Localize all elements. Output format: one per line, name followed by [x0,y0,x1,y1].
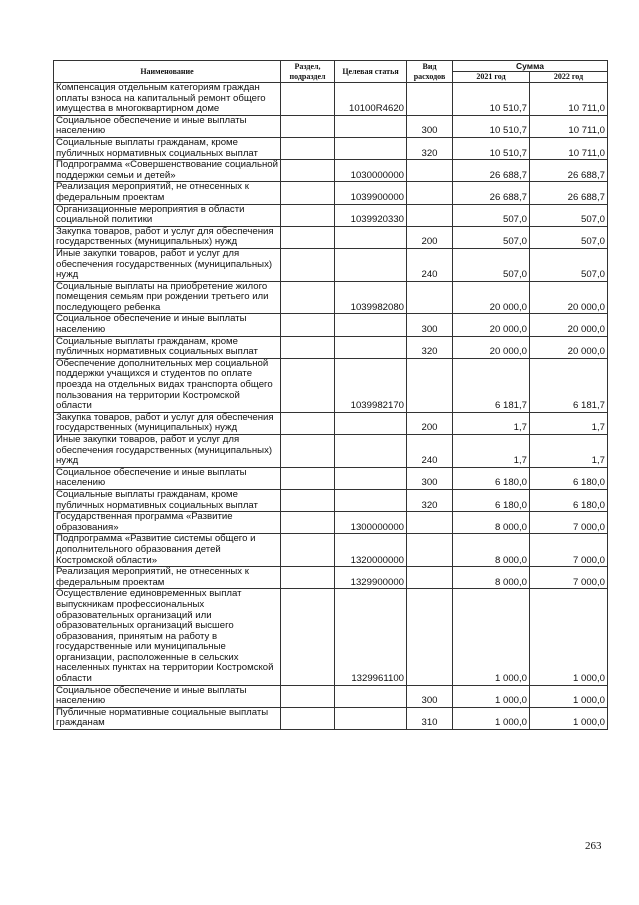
header-name: Наименование [54,61,281,83]
row-target [335,137,407,159]
row-kind: 300 [407,467,453,489]
row-amount-2021: 8 000,0 [453,512,530,534]
row-name: Компенсация отдельным категориям граждан оплаты взноса на капитальный ремонт общего имущества в многоквартирном доме [54,83,281,116]
header-year-2021: 2021 год [453,72,530,83]
row-target: 1039920330 [335,204,407,226]
table-row [54,685,608,707]
row-name: Организационные мероприятия в области социальной политики [54,204,281,226]
row-name: Обеспечение дополнительных мер социальной поддержки учащихся и студентов по оплате проезда на отдельных видах транспорта общего пользования на территории Костромской области [54,358,281,412]
row-target [335,412,407,434]
header-target: Целевая статья [335,61,407,83]
row-amount-2022: 6 181,7 [530,358,608,412]
row-amount-2021: 20 000,0 [453,336,530,358]
header-kind: Вид расходов [407,61,453,83]
row-target [335,336,407,358]
row-amount-2021: 10 510,7 [453,137,530,159]
row-target [335,467,407,489]
row-target [335,248,407,281]
row-amount-2021: 6 181,7 [453,358,530,412]
row-section [281,707,335,729]
row-amount-2022: 7 000,0 [530,567,608,589]
table-row [54,412,608,434]
row-amount-2021: 507,0 [453,226,530,248]
row-section [281,160,335,182]
table-row [54,589,608,685]
row-kind: 300 [407,314,453,336]
row-target [335,314,407,336]
row-target [335,489,407,511]
header-year-2022: 2022 год [530,72,608,83]
row-kind [407,160,453,182]
row-amount-2021: 1 000,0 [453,707,530,729]
row-amount-2022: 7 000,0 [530,512,608,534]
row-amount-2021: 10 510,7 [453,115,530,137]
row-section [281,336,335,358]
row-amount-2022: 1,7 [530,412,608,434]
row-amount-2022: 20 000,0 [530,281,608,314]
row-section [281,314,335,336]
table-row [54,115,608,137]
row-amount-2022: 10 711,0 [530,83,608,116]
table-row [54,489,608,511]
row-target [335,435,407,468]
row-name: Государственная программа «Развитие образования» [54,512,281,534]
table-row [54,83,608,116]
row-amount-2021: 6 180,0 [453,467,530,489]
row-amount-2021: 20 000,0 [453,314,530,336]
page-number: 263 [585,840,602,852]
row-kind: 200 [407,412,453,434]
row-target: 1320000000 [335,534,407,567]
row-target: 1329961100 [335,589,407,685]
table-row [54,358,608,412]
table-row [54,281,608,314]
row-section [281,412,335,434]
row-kind: 320 [407,336,453,358]
row-kind [407,182,453,204]
row-name: Публичные нормативные социальные выплаты гражданам [54,707,281,729]
row-target [335,707,407,729]
row-name: Закупка товаров, работ и услуг для обеспечения государственных (муниципальных) нужд [54,412,281,434]
row-amount-2021: 1,7 [453,435,530,468]
row-section [281,567,335,589]
row-amount-2022: 1 000,0 [530,685,608,707]
table-row [54,160,608,182]
row-kind [407,358,453,412]
row-name: Социальное обеспечение и иные выплаты населению [54,115,281,137]
row-amount-2022: 6 180,0 [530,489,608,511]
row-target: 10100R4620 [335,83,407,116]
row-kind [407,83,453,116]
table-row [54,204,608,226]
row-target: 1030000000 [335,160,407,182]
row-name: Осуществление единовременных выплат выпускникам профессиональных образовательных организаций или образовательных организаций высшего образования, принятым на работу в государственные или муниципальные организации, расположенные в сельских населенных пунктах на территории Костромской области [54,589,281,685]
row-amount-2022: 10 711,0 [530,115,608,137]
row-amount-2021: 26 688,7 [453,160,530,182]
row-section [281,248,335,281]
row-section [281,467,335,489]
table-body [54,83,608,730]
table-row [54,467,608,489]
row-name: Закупка товаров, работ и услуг для обеспечения государственных (муниципальных) нужд [54,226,281,248]
header-section: Раздел, подраздел [281,61,335,83]
row-kind: 200 [407,226,453,248]
row-section [281,115,335,137]
row-amount-2022: 1,7 [530,435,608,468]
row-kind [407,204,453,226]
row-target: 1300000000 [335,512,407,534]
row-target [335,685,407,707]
row-name: Иные закупки товаров, работ и услуг для обеспечения государственных (муниципальных) нужд [54,248,281,281]
row-amount-2021: 26 688,7 [453,182,530,204]
row-amount-2021: 8 000,0 [453,534,530,567]
row-amount-2021: 1 000,0 [453,589,530,685]
row-amount-2021: 20 000,0 [453,281,530,314]
row-section [281,489,335,511]
row-amount-2022: 20 000,0 [530,314,608,336]
row-amount-2021: 6 180,0 [453,489,530,511]
row-kind: 320 [407,489,453,511]
row-section [281,534,335,567]
row-name: Социальное обеспечение и иные выплаты населению [54,685,281,707]
row-section [281,83,335,116]
row-section [281,685,335,707]
row-section [281,589,335,685]
table-row [54,137,608,159]
table-row [54,314,608,336]
row-target: 1039900000 [335,182,407,204]
table-row [54,512,608,534]
row-section [281,226,335,248]
row-kind [407,534,453,567]
row-name: Социальные выплаты гражданам, кроме публичных нормативных социальных выплат [54,489,281,511]
row-target: 1329900000 [335,567,407,589]
row-amount-2022: 26 688,7 [530,160,608,182]
row-name: Иные закупки товаров, работ и услуг для обеспечения государственных (муниципальных) нужд [54,435,281,468]
row-amount-2022: 10 711,0 [530,137,608,159]
row-kind [407,589,453,685]
table-row [54,435,608,468]
row-kind: 240 [407,248,453,281]
row-amount-2021: 8 000,0 [453,567,530,589]
row-amount-2022: 7 000,0 [530,534,608,567]
row-name: Социальные выплаты гражданам, кроме публичных нормативных социальных выплат [54,336,281,358]
row-target: 1039982170 [335,358,407,412]
table-row [54,707,608,729]
row-amount-2021: 1 000,0 [453,685,530,707]
row-target [335,226,407,248]
row-name: Подпрограмма «Совершенствование социальной поддержки семьи и детей» [54,160,281,182]
row-kind [407,281,453,314]
table-header [54,61,608,83]
table-row [54,534,608,567]
row-amount-2022: 507,0 [530,248,608,281]
row-amount-2022: 1 000,0 [530,707,608,729]
row-name: Социальное обеспечение и иные выплаты населению [54,314,281,336]
row-name: Реализация мероприятий, не отнесенных к федеральным проектам [54,567,281,589]
row-kind [407,567,453,589]
row-name: Социальное обеспечение и иные выплаты населению [54,467,281,489]
row-name: Социальные выплаты гражданам, кроме публичных нормативных социальных выплат [54,137,281,159]
row-name: Реализация мероприятий, не отнесенных к федеральным проектам [54,182,281,204]
row-amount-2021: 507,0 [453,204,530,226]
table-row [54,248,608,281]
row-amount-2021: 10 510,7 [453,83,530,116]
row-amount-2021: 1,7 [453,412,530,434]
row-section [281,358,335,412]
table-row [54,226,608,248]
row-name: Подпрограмма «Развитие системы общего и дополнительного образования детей Костромской области» [54,534,281,567]
row-amount-2022: 507,0 [530,226,608,248]
row-section [281,204,335,226]
row-kind [407,512,453,534]
table-row [54,567,608,589]
row-kind: 320 [407,137,453,159]
table-row [54,182,608,204]
row-kind: 240 [407,435,453,468]
row-name: Социальные выплаты на приобретение жилого помещения семьям при рождении третьего или последующего ребенка [54,281,281,314]
row-amount-2022: 507,0 [530,204,608,226]
row-section [281,512,335,534]
row-section [281,182,335,204]
row-kind: 300 [407,685,453,707]
row-amount-2022: 26 688,7 [530,182,608,204]
budget-table [53,60,608,730]
row-kind: 310 [407,707,453,729]
row-section [281,435,335,468]
row-kind: 300 [407,115,453,137]
table-row [54,336,608,358]
row-target: 1039982080 [335,281,407,314]
header-sum: Сумма [453,61,608,72]
row-amount-2022: 6 180,0 [530,467,608,489]
row-target [335,115,407,137]
row-section [281,281,335,314]
row-amount-2022: 20 000,0 [530,336,608,358]
row-amount-2022: 1 000,0 [530,589,608,685]
row-amount-2021: 507,0 [453,248,530,281]
row-section [281,137,335,159]
